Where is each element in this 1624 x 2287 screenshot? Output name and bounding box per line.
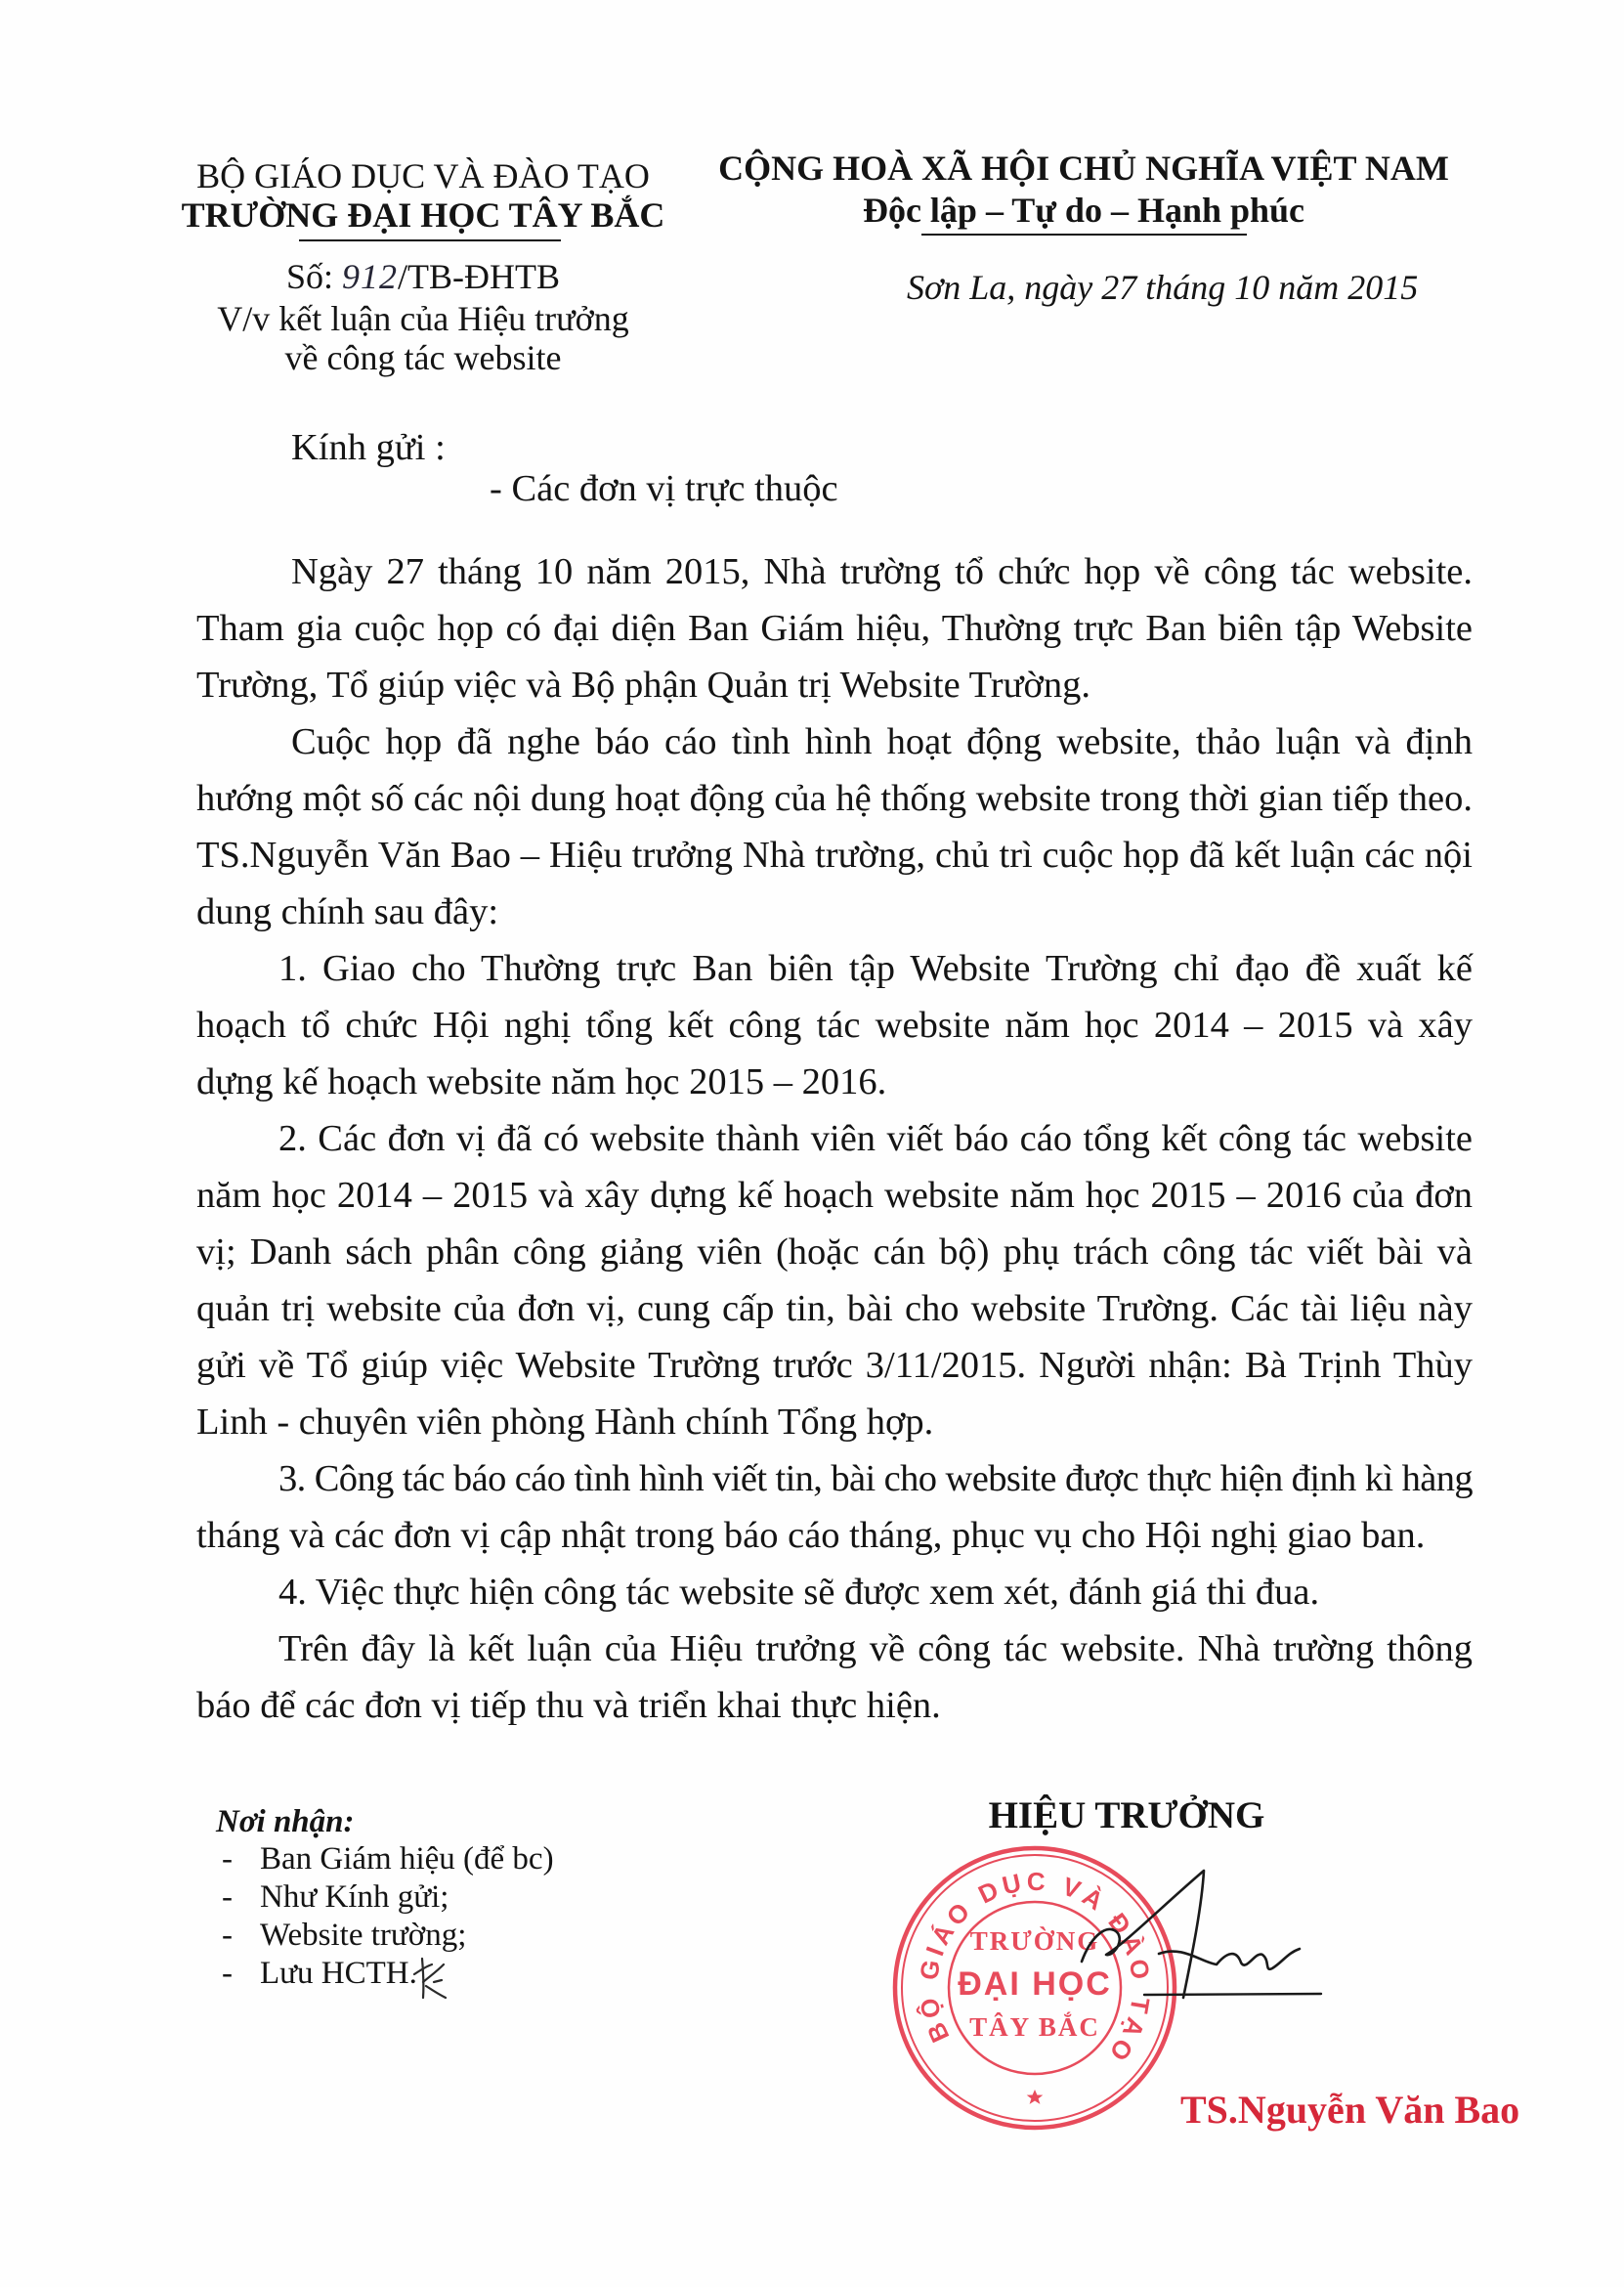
paragraph-closing [196, 1620, 1473, 1734]
conclusion-item-3 [196, 1450, 1473, 1564]
place-date: Sơn La, ngày 27 tháng 10 năm 2015 [907, 268, 1419, 307]
paragraph-line: dựng kế hoạch website năm học 2015 – 2016. [196, 1061, 887, 1102]
document-number-suffix: /TB-ĐHTB [398, 257, 561, 296]
recipient-text: Như Kính gửi; [260, 1879, 449, 1915]
paragraph-line: Ngày 27 tháng 10 năm 2015, Nhà trường tổ chức họp về công tác website. [291, 551, 1473, 592]
list-bullet: - [222, 1879, 233, 1915]
list-bullet: - [222, 1956, 233, 1991]
conclusion-item-4 [196, 1564, 1473, 1620]
paragraph-line: Cuộc họp đã nghe báo cáo tình hình hoạt động website, thảo luận và định [291, 721, 1473, 762]
conclusion-item-2 [196, 1110, 1473, 1450]
paragraph-line: Tham gia cuộc họp có đại diện Ban Giám hiệu, Thường trực Ban biên tập Website [196, 608, 1473, 649]
recipient-text: Lưu HCTH. [260, 1956, 417, 1991]
recipients-title: Nơi nhận: [216, 1804, 355, 1839]
school-underline [299, 239, 561, 241]
subject-line-1: V/v kết luận của Hiệu trưởng [217, 299, 629, 338]
seal-line-1: TRƯỜNG [969, 1926, 1100, 1956]
paragraph-line: năm học 2014 – 2015 và xây dựng kế hoạch website năm học 2015 – 2016 của đơn [196, 1175, 1473, 1216]
paragraph-line: Linh - chuyên viên phòng Hành chính Tổng hợp. [196, 1402, 934, 1443]
body-text [196, 543, 1473, 1734]
handwritten-signature [1055, 1847, 1339, 2013]
paragraph-line: quản trị website của đơn vị, cung cấp tin, bài cho website Trường. Các tài liệu này [196, 1288, 1473, 1329]
paragraph-line: vị; Danh sách phân công giảng viên (hoặc cán bộ) phụ trách công tác viết bài và [196, 1231, 1473, 1273]
conclusion-item-1 [196, 940, 1473, 1110]
recipient-item [222, 1955, 417, 1994]
paragraph-meeting-info [196, 543, 1473, 713]
seal-star-icon [1027, 2090, 1044, 2104]
paragraph-line: gửi về Tổ giúp việc Website Trường trước 3/11/2015. Người nhận: Bà Trịnh Thùy [196, 1345, 1473, 1386]
recipient-text: Ban Giám hiệu (để bc) [260, 1841, 554, 1877]
recipient-text: Website trường; [260, 1918, 467, 1953]
school-name: TRƯỜNG ĐẠI HỌC TÂY BẮC [181, 195, 665, 235]
paragraph-line: Trường, Tổ giúp việc và Bộ phận Quản trị Website Trường. [196, 665, 1090, 706]
recipient-item [222, 1878, 449, 1918]
signer-title: HIỆU TRƯỞNG [988, 1794, 1265, 1836]
nation-title: CỘNG HOÀ XÃ HỘI CHỦ NGHĨA VIỆT NAM [718, 149, 1449, 188]
document-number-handwritten: 912 [342, 257, 399, 296]
motto-underline [921, 234, 1247, 236]
list-bullet: - [222, 1841, 233, 1877]
paragraph-line: tháng và các đơn vị cập nhật trong báo cáo tháng, phục vụ cho Hội nghị giao ban. [196, 1515, 1426, 1556]
paragraph-meeting-summary [196, 713, 1473, 940]
paragraph-line: hoạch tổ chức Hội nghị tổng kết công tác website năm học 2014 – 2015 và xây [196, 1005, 1473, 1046]
paragraph-line: Trên đây là kết luận của Hiệu trưởng về công tác website. Nhà trường thông [278, 1628, 1473, 1669]
seal-line-3: TÂY BẮC [969, 2012, 1100, 2042]
addressee-recipient: - Các đơn vị trực thuộc [490, 468, 838, 509]
document-number [130, 256, 716, 298]
seal-ring-text-path: BỘ GIÁO DỤC VÀ ĐÀO TẠO [913, 1866, 1157, 2067]
paragraph-line: TS.Nguyễn Văn Bao – Hiệu trưởng Nhà trường, chủ trì cuộc họp đã kết luận các nội [196, 835, 1473, 876]
recipient-item [222, 1917, 466, 1956]
paragraph-line: dung chính sau đây: [196, 891, 499, 932]
seal-line-2: ĐẠI HỌC [958, 1965, 1112, 2003]
clerk-initials-scribble [408, 1953, 451, 2004]
paragraph-line: báo để các đơn vị tiếp thu và triển khai thực hiện. [196, 1685, 941, 1726]
document-number-label: Số: [285, 257, 334, 296]
recipient-item [222, 1840, 554, 1879]
addressee-label: Kính gửi : [291, 427, 446, 468]
list-bullet: - [222, 1918, 233, 1953]
subject-line-2: về công tác website [284, 338, 562, 377]
signer-name: TS.Nguyễn Văn Bao [1180, 2088, 1520, 2132]
paragraph-line: 2. Các đơn vị đã có website thành viên viết báo cáo tổng kết công tác website [278, 1118, 1473, 1159]
paragraph-line: hướng một số các nội dung hoạt động của hệ thống website trong thời gian tiếp theo. [196, 778, 1473, 819]
paragraph-line: 1. Giao cho Thường trực Ban biên tập Website Trường chỉ đạo đề xuất kế [278, 948, 1473, 989]
paragraph-line: 3. Công tác báo cáo tình hình viết tin, bài cho website được thực hiện định kì hàng [278, 1458, 1473, 1499]
national-motto: Độc lập – Tự do – Hạnh phúc [862, 191, 1305, 230]
paragraph-line: 4. Việc thực hiện công tác website sẽ được xem xét, đánh giá thi đua. [278, 1572, 1320, 1613]
ministry-name: BỘ GIÁO DỤC VÀ ĐÀO TẠO [196, 156, 650, 195]
